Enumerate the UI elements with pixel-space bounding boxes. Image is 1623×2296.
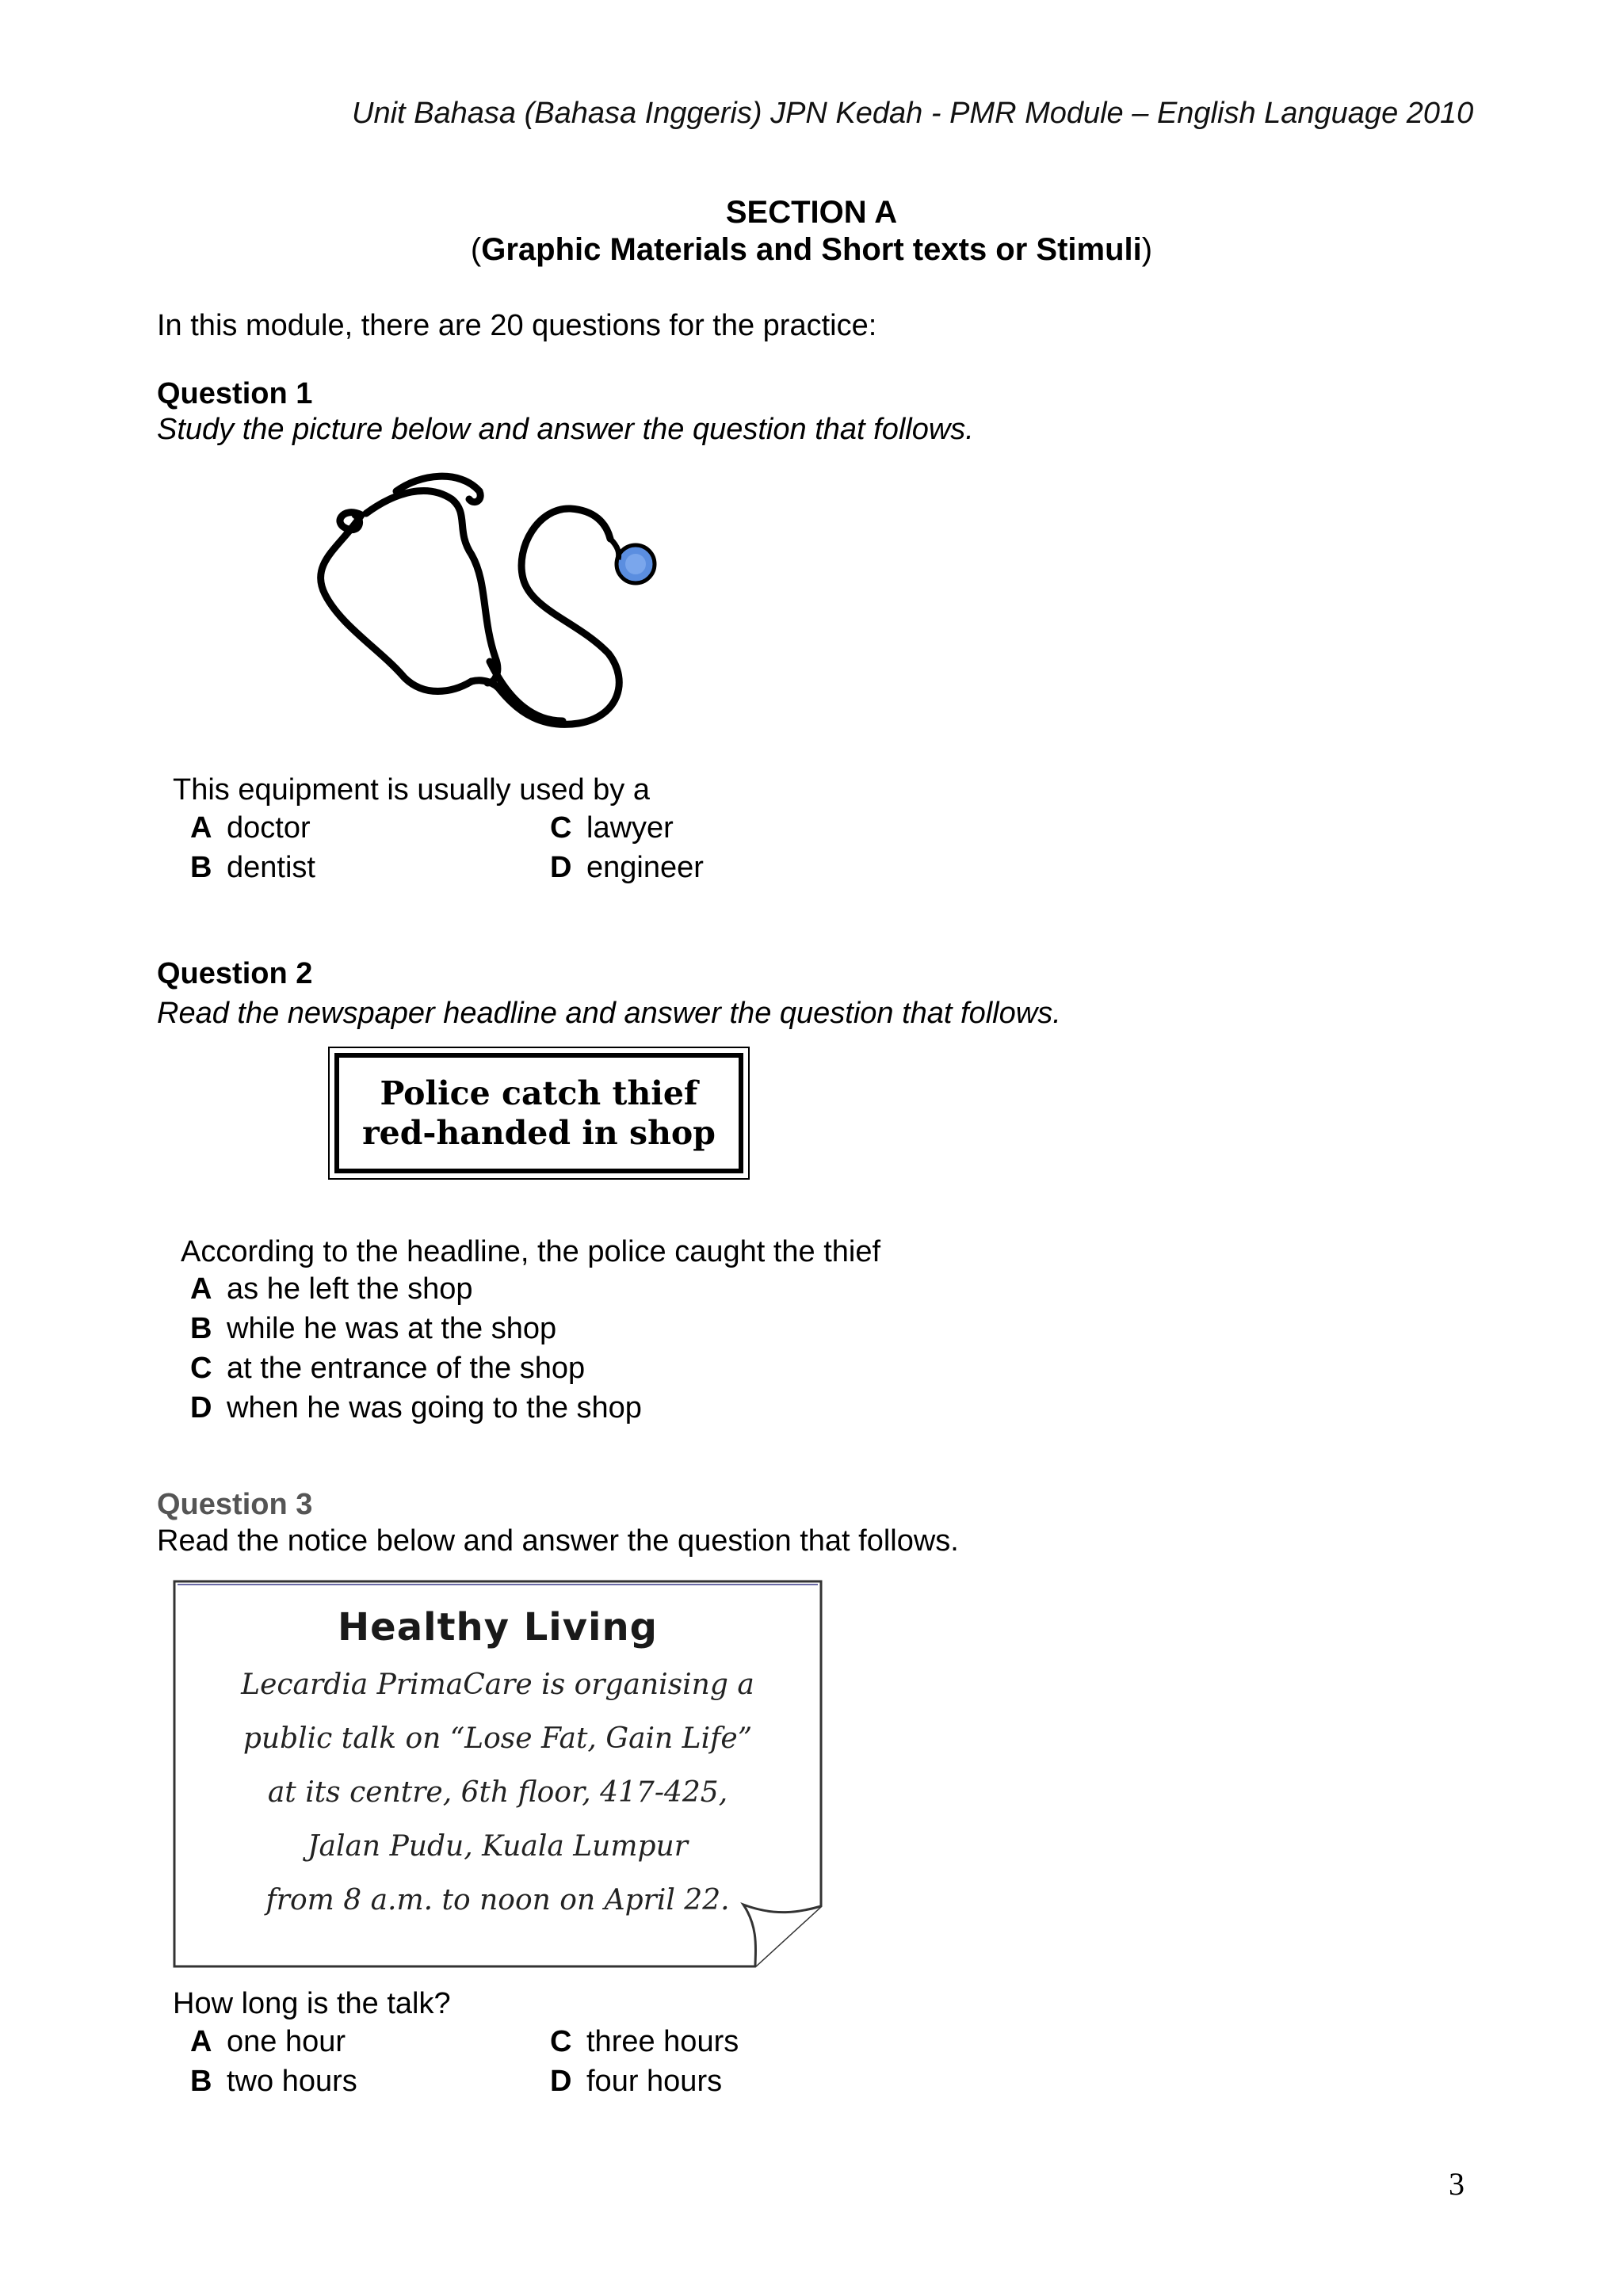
notice-title: Healthy Living <box>338 1605 658 1650</box>
question-2-option-d[interactable]: D when he was going to the shop <box>190 1391 642 1425</box>
question-1-option-b[interactable]: B dentist <box>190 851 315 884</box>
section-title: SECTION A <box>725 195 898 230</box>
question-3-heading: Question 3 <box>157 1488 313 1521</box>
notice-line-2: public talk on “Lose Fat, Gain Life” <box>242 1722 753 1755</box>
notice-line-4: Jalan Pudu, Kuala Lumpur <box>307 1830 688 1863</box>
running-header: Unit Bahasa (Bahasa Inggeris) JPN Kedah - PMR Module – English Language 2010 <box>352 97 1474 130</box>
question-3-stem: How long is the talk? <box>173 1987 451 2020</box>
intro-text: In this module, there are 20 questions for the practice: <box>157 309 877 342</box>
question-3-option-b[interactable]: B two hours <box>190 2065 357 2098</box>
notice-line-5: from 8 a.m. to noon on April 22. <box>265 1884 730 1917</box>
section-subtitle: (Graphic Materials and Short texts or Stimuli) <box>470 232 1153 267</box>
question-2-stem: According to the headline, the police caught the thief <box>181 1235 881 1268</box>
headline-line-2: red-handed in shop <box>362 1114 716 1152</box>
stethoscope-image <box>293 460 682 737</box>
question-3-option-c[interactable]: C three hours <box>550 2025 739 2058</box>
headline-line-1: Police catch thief <box>380 1074 698 1112</box>
question-3-option-a[interactable]: A one hour <box>190 2025 346 2058</box>
notice-line-3: at its centre, 6th floor, 417-425, <box>267 1776 728 1809</box>
question-3-instruction: Read the notice below and answer the question that follows. <box>157 1524 959 1558</box>
question-1-option-d[interactable]: D engineer <box>550 851 704 884</box>
question-2-heading: Question 2 <box>157 957 313 990</box>
question-1-option-a[interactable]: A doctor <box>190 811 311 845</box>
question-2-option-c[interactable]: C at the entrance of the shop <box>190 1352 586 1385</box>
question-1-stem: This equipment is usually used by a <box>173 773 650 807</box>
question-1-option-c[interactable]: C lawyer <box>550 811 674 845</box>
newspaper-headline <box>328 1047 750 1180</box>
notice-line-1: Lecardia PrimaCare is organising a <box>241 1669 754 1701</box>
page-number: 3 <box>1449 2166 1465 2202</box>
question-2-option-a[interactable]: A as he left the shop <box>190 1272 473 1306</box>
question-1-heading: Question 1 <box>157 377 313 410</box>
question-2-option-b[interactable]: B while he was at the shop <box>190 1312 557 1345</box>
question-2-instruction: Read the newspaper headline and answer the question that follows. <box>157 997 1061 1030</box>
question-3-option-d[interactable]: D four hours <box>550 2065 723 2098</box>
question-1-instruction: Study the picture below and answer the question that follows. <box>157 413 974 446</box>
